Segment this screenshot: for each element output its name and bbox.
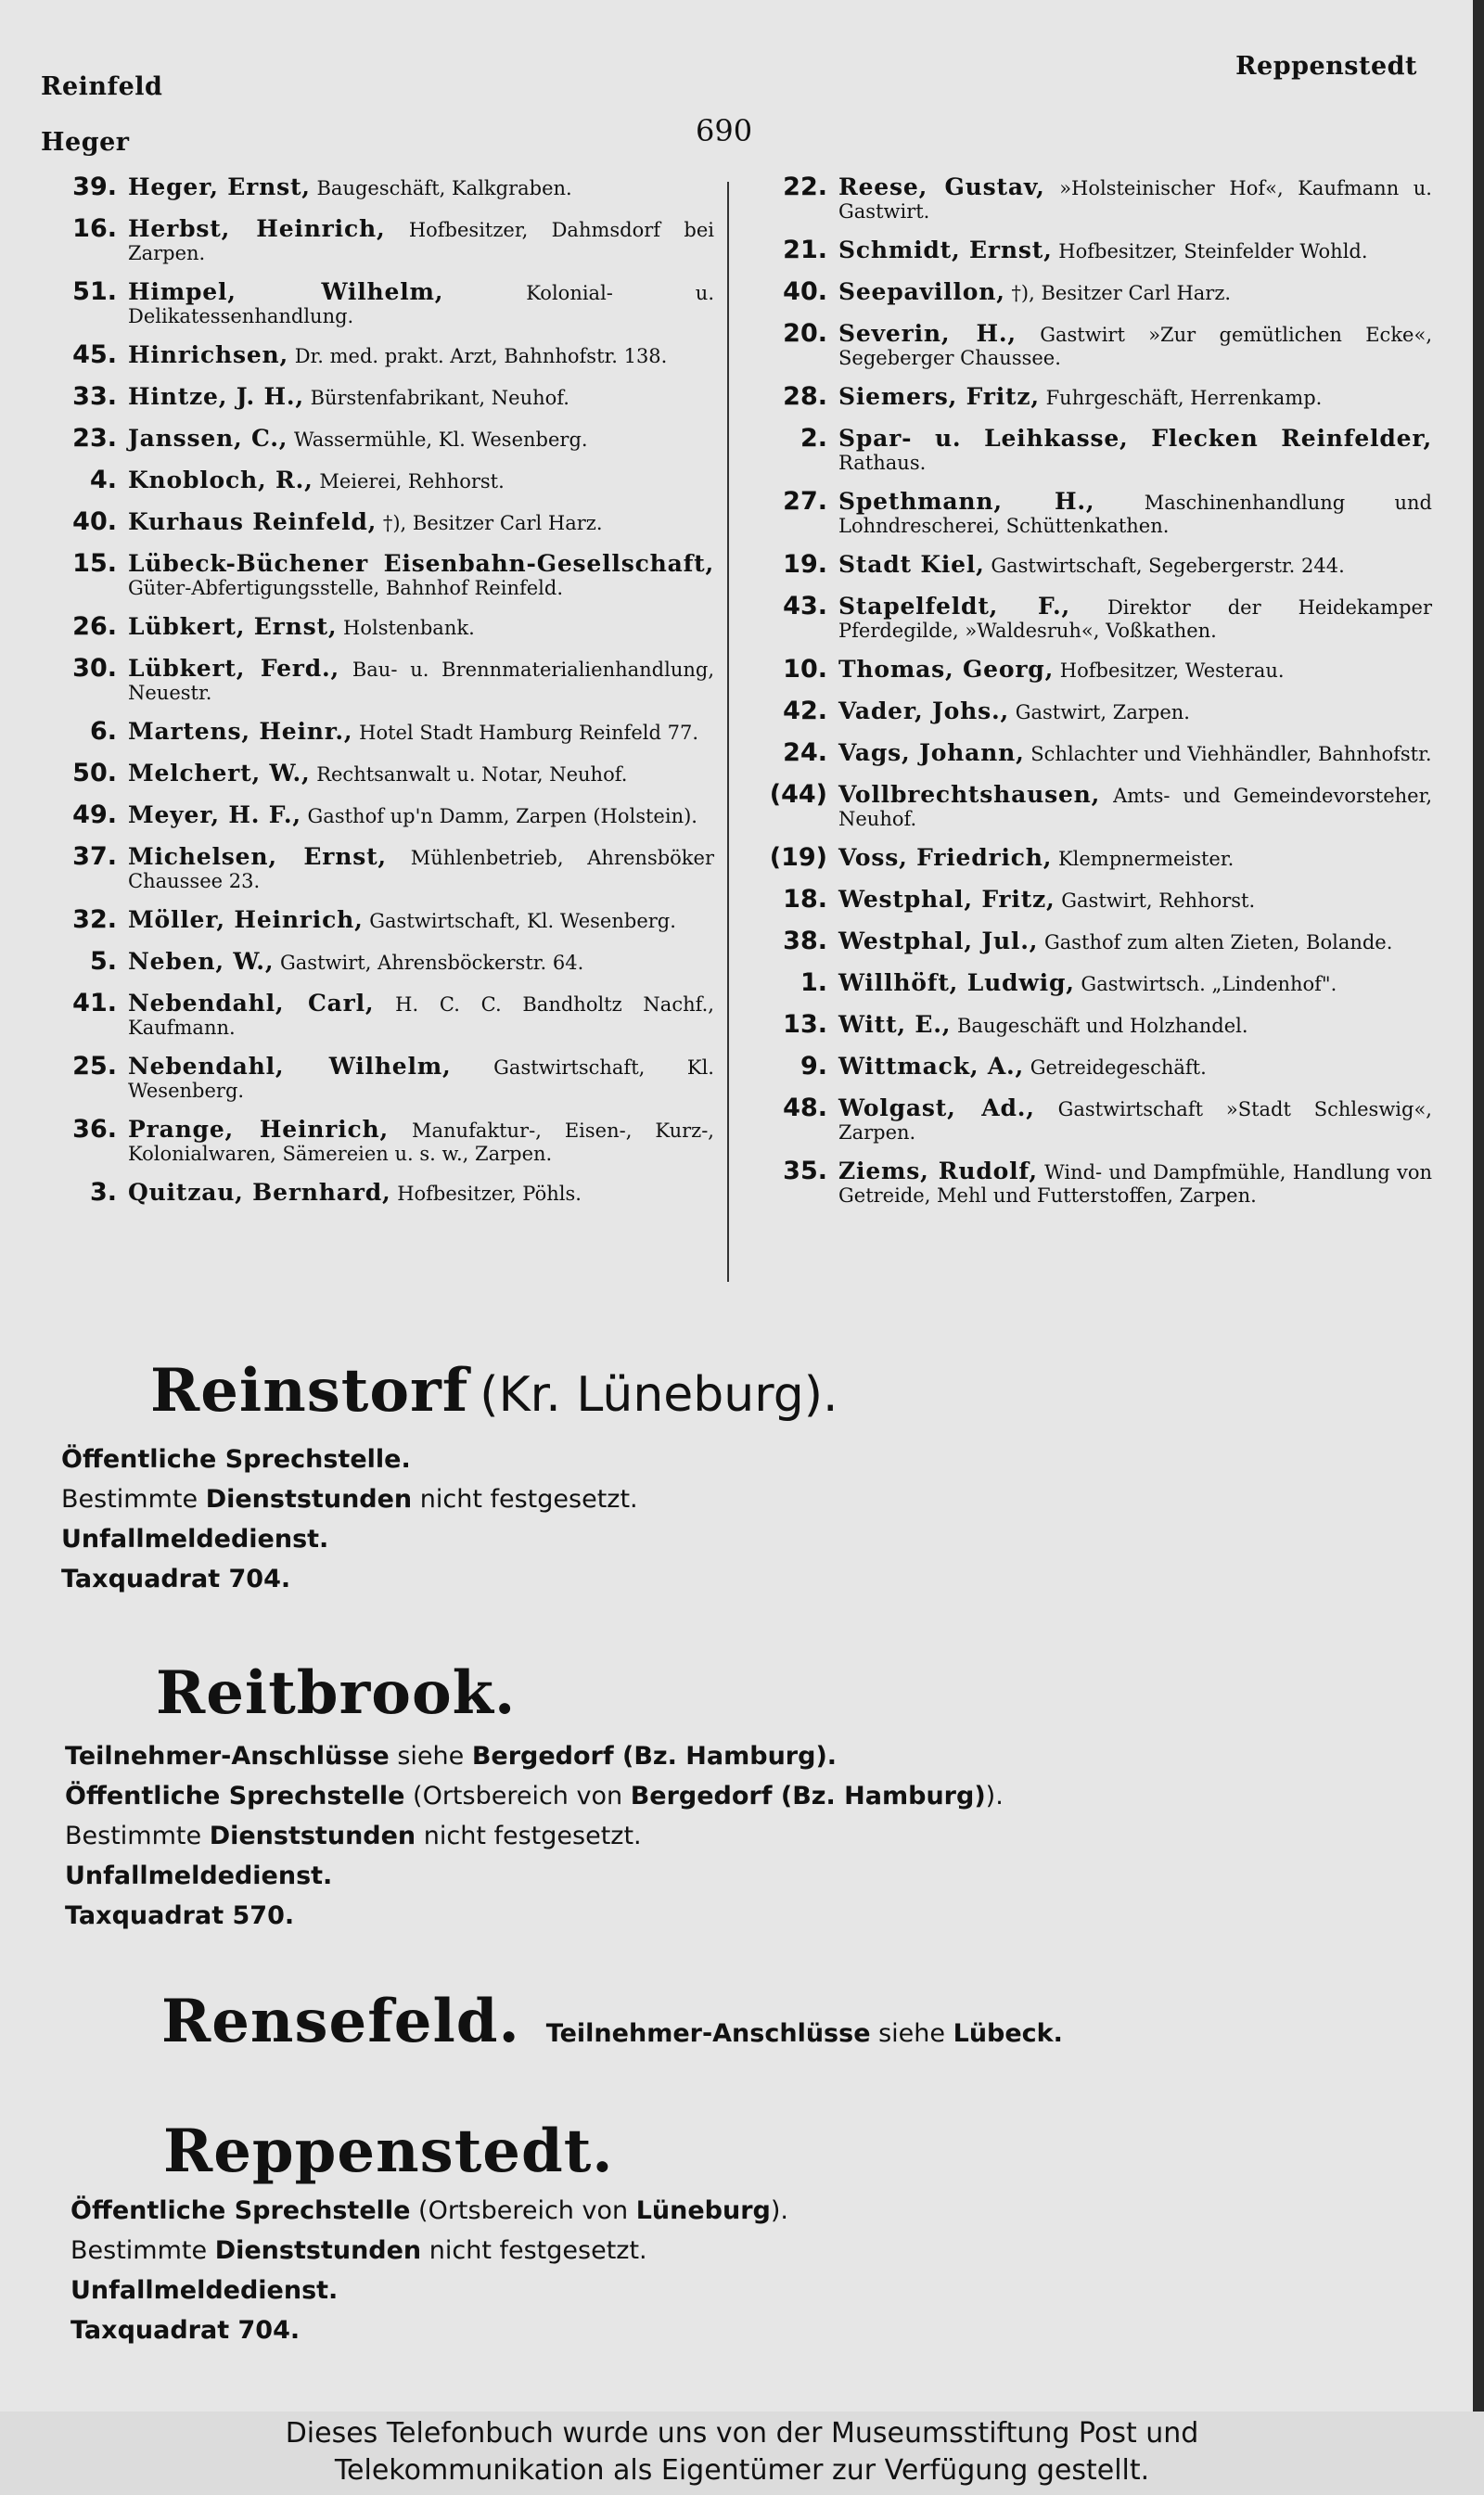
directory-entry [762, 697, 1432, 726]
running-head-place: Reinfeld [41, 72, 163, 101]
entry-body [128, 466, 714, 495]
directory-entry [56, 800, 714, 830]
entry-number: 37. [72, 842, 117, 871]
subscriber-details: Hotel Stadt Hamburg Reinfeld 77. [359, 722, 699, 744]
entry-body [838, 487, 1432, 538]
entry-number: 1. [800, 968, 827, 997]
footer-line: Dieses Telefonbuch wurde uns von der Museumsstiftung Post und [285, 2417, 1199, 2450]
directory-entry [56, 654, 714, 705]
subscriber-name: Westphal, Fritz, [838, 886, 1055, 913]
entry-body [838, 382, 1432, 412]
subscriber-name: Prange, Heinrich, [128, 1116, 390, 1143]
entry-body [128, 905, 714, 935]
entry-body [128, 277, 714, 328]
subscriber-name: Heger, Ernst, [128, 173, 311, 200]
section-title: Reitbrook. [156, 1658, 517, 1728]
subscriber-details: Meierei, Rehhorst. [319, 470, 505, 493]
directory-entry [56, 549, 714, 600]
directory-entry [56, 759, 714, 788]
subscriber-name: Ziems, Rudolf, [838, 1158, 1038, 1184]
subscriber-details: Hofbesitzer, Steinfelder Wohld. [1058, 240, 1368, 262]
directory-entry [762, 1157, 1432, 1208]
subscriber-details: Bürstenfabrikant, Neuhof. [310, 387, 569, 409]
entry-body [128, 759, 714, 788]
subscriber-name: Spethmann, H., [838, 488, 1095, 515]
subscriber-name: Neben, W., [128, 948, 275, 975]
entry-body [128, 612, 714, 642]
section-title: Rensefeld. [161, 1987, 520, 2056]
subscriber-name: Spar- u. Leihkasse, Flecken Reinfelder, [838, 425, 1432, 452]
entry-number: 36. [72, 1115, 117, 1144]
subscriber-details: Getreidegeschäft. [1030, 1056, 1207, 1079]
provenance-footer [0, 2412, 1484, 2495]
subscriber-details: Baugeschäft, Kalkgraben. [316, 177, 572, 199]
page-number: 690 [696, 113, 753, 148]
subscriber-name: Martens, Heinr., [128, 718, 353, 745]
entry-number: 33. [72, 382, 117, 411]
subscriber-name: Thomas, Georg, [838, 656, 1055, 683]
directory-entry [56, 173, 714, 202]
entry-number: 13. [783, 1010, 827, 1039]
subscriber-name: Kurhaus Reinfeld, [128, 508, 377, 535]
subscriber-details: Kolonial- u. Delikatessenhandlung. [128, 282, 714, 327]
entry-body [838, 738, 1432, 768]
entry-body [128, 1052, 714, 1103]
section-reppenstedt [163, 2117, 614, 2186]
directory-entry [56, 1052, 714, 1103]
subscriber-details: Rechtsanwalt u. Notar, Neuhof. [316, 763, 628, 786]
detail-line: Öffentliche Sprechstelle (Ortsbereich von Bergedorf (Bz. Hamburg)). [65, 1782, 1004, 1810]
entry-number: 27. [783, 487, 827, 516]
entry-number: 39. [72, 173, 117, 201]
entry-body [128, 989, 714, 1040]
subscriber-details: Fuhrgeschäft, Herrenkamp. [1045, 387, 1323, 409]
entry-body [838, 1010, 1432, 1040]
subscriber-details: Baugeschäft und Holzhandel. [957, 1015, 1248, 1037]
subscriber-details: Gastwirtsch. „Lindenhof". [1081, 973, 1337, 995]
subscriber-details: Hofbesitzer, Dahmsdorf bei Zarpen. [128, 219, 714, 264]
right-column [762, 173, 1432, 1220]
subscriber-name: Seepavillon, [838, 278, 1005, 305]
subscriber-details: †), Besitzer Carl Harz. [382, 512, 603, 534]
subscriber-details: Bau- u. Brennmaterialienhandlung, Neuestr. [128, 659, 714, 704]
entry-number: 16. [72, 214, 117, 243]
directory-entry [56, 989, 714, 1040]
subscriber-details: Gastwirtschaft »Stadt Schleswig«, Zarpen. [838, 1098, 1432, 1144]
subscriber-details: Gastwirtschaft, Kl. Wesenberg. [369, 910, 676, 932]
directory-entry [56, 947, 714, 977]
subscriber-name: Nebendahl, Wilhelm, [128, 1053, 452, 1080]
entry-body [128, 507, 714, 537]
directory-entry [762, 1052, 1432, 1081]
subscriber-name: Voss, Friedrich, [838, 844, 1053, 871]
directory-entry [56, 842, 714, 893]
subscriber-details: Klempnermeister. [1057, 848, 1235, 870]
detail-line: Bestimmte Dienststunden nicht festgesetzt. [61, 1485, 638, 1514]
subscriber-name: Himpel, Wilhelm, [128, 278, 444, 305]
subscriber-details: Dr. med. prakt. Arzt, Bahnhofstr. 138. [294, 345, 668, 367]
section-reinstorf-details [61, 1439, 638, 1599]
subscriber-name: Nebendahl, Carl, [128, 990, 375, 1017]
entry-body [838, 697, 1432, 726]
subscriber-details: Schlachter und Viehhändler, Bahnhofstr. [1030, 743, 1432, 765]
entry-number: 40. [783, 277, 827, 306]
directory-entry [762, 1094, 1432, 1145]
directory-entry [56, 214, 714, 265]
directory-entry [762, 487, 1432, 538]
entry-body [838, 1094, 1432, 1145]
entry-body [838, 1052, 1432, 1081]
subscriber-name: Westphal, Jul., [838, 928, 1039, 954]
entry-number: 32. [72, 905, 117, 934]
entry-number: (19) [769, 843, 827, 872]
cross-reference: Teilnehmer-Anschlüsse siehe Lübeck. [545, 2019, 1063, 2048]
running-head-next-place: Reppenstedt [1235, 52, 1417, 81]
entry-number: 3. [89, 1178, 117, 1207]
subscriber-name: Melchert, W., [128, 760, 311, 787]
entry-number: 9. [800, 1052, 827, 1081]
subscriber-details: »Holsteinischer Hof«, Kaufmann u. Gastwirt. [838, 177, 1432, 223]
entry-number: 25. [72, 1052, 117, 1081]
entry-number: 50. [72, 759, 117, 787]
subscriber-name: Willhöft, Ludwig, [838, 969, 1075, 996]
entry-number: 40. [72, 507, 117, 536]
detail-line: Bestimmte Dienststunden nicht festgesetzt. [65, 1822, 642, 1850]
subscriber-details: Rathaus. [838, 452, 927, 474]
entry-number: 38. [783, 927, 827, 955]
entry-body [128, 947, 714, 977]
subscriber-name: Schmidt, Ernst, [838, 237, 1053, 263]
section-title-suffix: (Kr. Lüneburg). [480, 1367, 838, 1423]
section-reppenstedt-details [70, 2191, 788, 2350]
entry-number: 18. [783, 885, 827, 914]
section-rensefeld [161, 1987, 1063, 2056]
detail-line: Taxquadrat 570. [65, 1901, 295, 1930]
detail-line: Bestimmte Dienststunden nicht festgesetzt. [70, 2236, 647, 2265]
subscriber-name: Herbst, Heinrich, [128, 215, 386, 242]
subscriber-details: Gastwirt, Ahrensböckerstr. 64. [280, 952, 584, 974]
subscriber-details: Gastwirt »Zur gemütlichen Ecke«, Segeberger Chaussee. [838, 324, 1432, 369]
directory-entry [56, 382, 714, 412]
entry-body [128, 173, 714, 202]
entry-number: 42. [783, 697, 827, 725]
subscriber-name: Vags, Johann, [838, 739, 1025, 766]
subscriber-details: Hofbesitzer, Pöhls. [397, 1183, 582, 1205]
entry-number: 6. [89, 717, 117, 746]
directory-entry [762, 236, 1432, 265]
directory-entry [56, 340, 714, 370]
subscriber-details: Manufaktur-, Eisen-, Kurz-, Kolonialwaren, Sämereien u. s. w., Zarpen. [128, 1120, 714, 1165]
detail-line: Öffentliche Sprechstelle (Ortsbereich von Lüneburg). [70, 2196, 788, 2225]
directory-entry [56, 466, 714, 495]
directory-entry [56, 277, 714, 328]
directory-entry [762, 738, 1432, 768]
section-title: Reppenstedt. [163, 2117, 614, 2186]
entry-body [838, 968, 1432, 998]
directory-entry [762, 968, 1432, 998]
subscriber-name: Lübkert, Ferd., [128, 655, 340, 682]
directory-entry [762, 843, 1432, 873]
subscriber-name: Michelsen, Ernst, [128, 843, 387, 870]
subscriber-details: Holstenbank. [343, 617, 475, 639]
subscriber-name: Vollbrechtshausen, [838, 781, 1101, 808]
directory-entry [56, 1178, 714, 1208]
subscriber-name: Vader, Johs., [838, 697, 1010, 724]
section-reitbrook [156, 1658, 516, 1728]
detail-line: Unfallmeldedienst. [65, 1862, 333, 1890]
entry-body [128, 340, 714, 370]
running-head-first-entry: Heger [41, 128, 130, 157]
directory-entry [56, 717, 714, 747]
detail-line: Teilnehmer-Anschlüsse siehe Bergedorf (Bz. Hamburg). [65, 1742, 838, 1771]
directory-entry [56, 612, 714, 642]
entry-number: 35. [783, 1157, 827, 1185]
entry-body [128, 800, 714, 830]
entry-body [838, 1157, 1432, 1208]
entry-number: 5. [89, 947, 117, 976]
subscriber-name: Knobloch, R., [128, 467, 313, 493]
entry-body [128, 654, 714, 705]
subscriber-details: †), Besitzer Carl Harz. [1011, 282, 1232, 304]
subscriber-name: Reese, Gustav, [838, 173, 1045, 200]
entry-body [838, 885, 1432, 915]
entry-number: 23. [72, 424, 117, 453]
entry-number: 22. [783, 173, 827, 201]
directory-entry [56, 507, 714, 537]
subscriber-name: Siemers, Fritz, [838, 383, 1040, 410]
subscriber-details: Güter-Abfertigungsstelle, Bahnhof Reinfeld. [128, 577, 564, 599]
subscriber-details: Amts- und Gemeindevorsteher, Neuhof. [838, 785, 1432, 830]
subscriber-details: Gastwirtschaft, Kl. Wesenberg. [128, 1056, 714, 1102]
directory-entry [762, 424, 1432, 475]
directory-entry [762, 780, 1432, 831]
directory-entry [56, 905, 714, 935]
entry-body [838, 592, 1432, 643]
detail-line: Unfallmeldedienst. [61, 1525, 329, 1554]
section-reitbrook-details [65, 1736, 1004, 1936]
subscriber-name: Quitzau, Bernhard, [128, 1179, 391, 1206]
entry-number: 10. [783, 655, 827, 684]
footer-line: Telekommunikation als Eigentümer zur Verfügung gestellt. [334, 2454, 1150, 2487]
entry-number: 49. [72, 800, 117, 829]
directory-entry [762, 655, 1432, 685]
directory-entry [762, 382, 1432, 412]
entry-body [838, 843, 1432, 873]
entry-body [128, 717, 714, 747]
entry-number: 30. [72, 654, 117, 683]
entry-number: (44) [769, 780, 827, 809]
subscriber-details: H. C. C. Bandholtz Nachf., Kaufmann. [128, 993, 714, 1039]
subscriber-details: Wind- und Dampfmühle, Handlung von Getreide, Mehl und Futterstoffen, Zarpen. [838, 1161, 1432, 1207]
subscriber-details: Gastwirt, Zarpen. [1015, 701, 1190, 723]
entry-number: 51. [72, 277, 117, 306]
column-divider [727, 182, 729, 1282]
entry-number: 24. [783, 738, 827, 767]
directory-entry [762, 173, 1432, 224]
directory-entry [762, 1010, 1432, 1040]
subscriber-name: Wolgast, Ad., [838, 1094, 1035, 1121]
subscriber-details: Gasthof zum alten Zieten, Bolande. [1043, 931, 1393, 953]
detail-line: Taxquadrat 704. [70, 2316, 301, 2345]
entry-number: 26. [72, 612, 117, 641]
entry-body [838, 655, 1432, 685]
entry-number: 48. [783, 1094, 827, 1122]
detail-line: Taxquadrat 704. [61, 1565, 291, 1593]
entry-body [128, 424, 714, 454]
subscriber-name: Witt, E., [838, 1011, 952, 1038]
detail-line: Öffentliche Sprechstelle. [61, 1445, 411, 1474]
entry-body [128, 382, 714, 412]
subscriber-name: Lübkert, Ernst, [128, 613, 338, 640]
subscriber-details: Maschinenhandlung und Lohndrescherei, Schüttenkathen. [838, 492, 1432, 537]
entry-body [838, 277, 1432, 307]
subscriber-name: Severin, H., [838, 320, 1017, 347]
entry-number: 4. [89, 466, 117, 494]
entry-number: 28. [783, 382, 827, 411]
directory-entry [762, 885, 1432, 915]
entry-number: 15. [72, 549, 117, 578]
entry-body [838, 173, 1432, 224]
entry-body [838, 780, 1432, 831]
entry-body [128, 842, 714, 893]
directory-entry [762, 319, 1432, 370]
subscriber-name: Janssen, C., [128, 425, 288, 452]
subscriber-name: Möller, Heinrich, [128, 906, 364, 933]
subscriber-details: Direktor der Heidekamper Pferdegilde, »Waldesruh«, Voßkathen. [838, 596, 1432, 642]
left-column [56, 173, 714, 1220]
detail-line: Unfallmeldedienst. [70, 2276, 339, 2305]
section-reinstorf [150, 1356, 838, 1435]
subscriber-name: Hinrichsen, [128, 341, 289, 368]
subscriber-details: Gastwirtschaft, Segebergerstr. 244. [991, 555, 1345, 577]
entry-body [838, 927, 1432, 956]
subscriber-name: Stadt Kiel, [838, 551, 985, 578]
entry-body [838, 319, 1432, 370]
directory-entry [762, 277, 1432, 307]
entry-body [128, 214, 714, 265]
entry-number: 20. [783, 319, 827, 348]
directory-entry [762, 550, 1432, 580]
subscriber-details: Wassermühle, Kl. Wesenberg. [294, 429, 588, 451]
entry-number: 43. [783, 592, 827, 621]
subscriber-name: Meyer, H. F., [128, 801, 301, 828]
directory-entry [762, 927, 1432, 956]
subscriber-details: Hofbesitzer, Westerau. [1059, 659, 1285, 682]
subscriber-details: Gastwirt, Rehhorst. [1061, 889, 1256, 912]
subscriber-name: Stapelfeldt, F., [838, 593, 1070, 620]
entry-number: 45. [72, 340, 117, 369]
subscriber-name: Hintze, J. H., [128, 383, 304, 410]
entry-body [128, 1115, 714, 1166]
section-title: Reinstorf [150, 1356, 469, 1426]
entry-body [128, 1178, 714, 1208]
entry-body [838, 424, 1432, 475]
entry-body [838, 550, 1432, 580]
directory-entry [56, 1115, 714, 1166]
directory-entry [762, 592, 1432, 643]
subscriber-name: Wittmack, A., [838, 1053, 1025, 1080]
subscriber-name: Lübeck-Büchener Eisenbahn-Gesellschaft, [128, 550, 714, 577]
directory-entry [56, 424, 714, 454]
subscriber-details: Gasthof up'n Damm, Zarpen (Holstein). [307, 805, 697, 827]
entry-number: 2. [800, 424, 827, 453]
entry-body [838, 236, 1432, 265]
subscriber-details: Mühlenbetrieb, Ahrensböker Chaussee 23. [128, 847, 714, 892]
entry-number: 21. [783, 236, 827, 264]
entry-body [128, 549, 714, 600]
entry-number: 19. [783, 550, 827, 579]
entry-number: 41. [72, 989, 117, 1017]
